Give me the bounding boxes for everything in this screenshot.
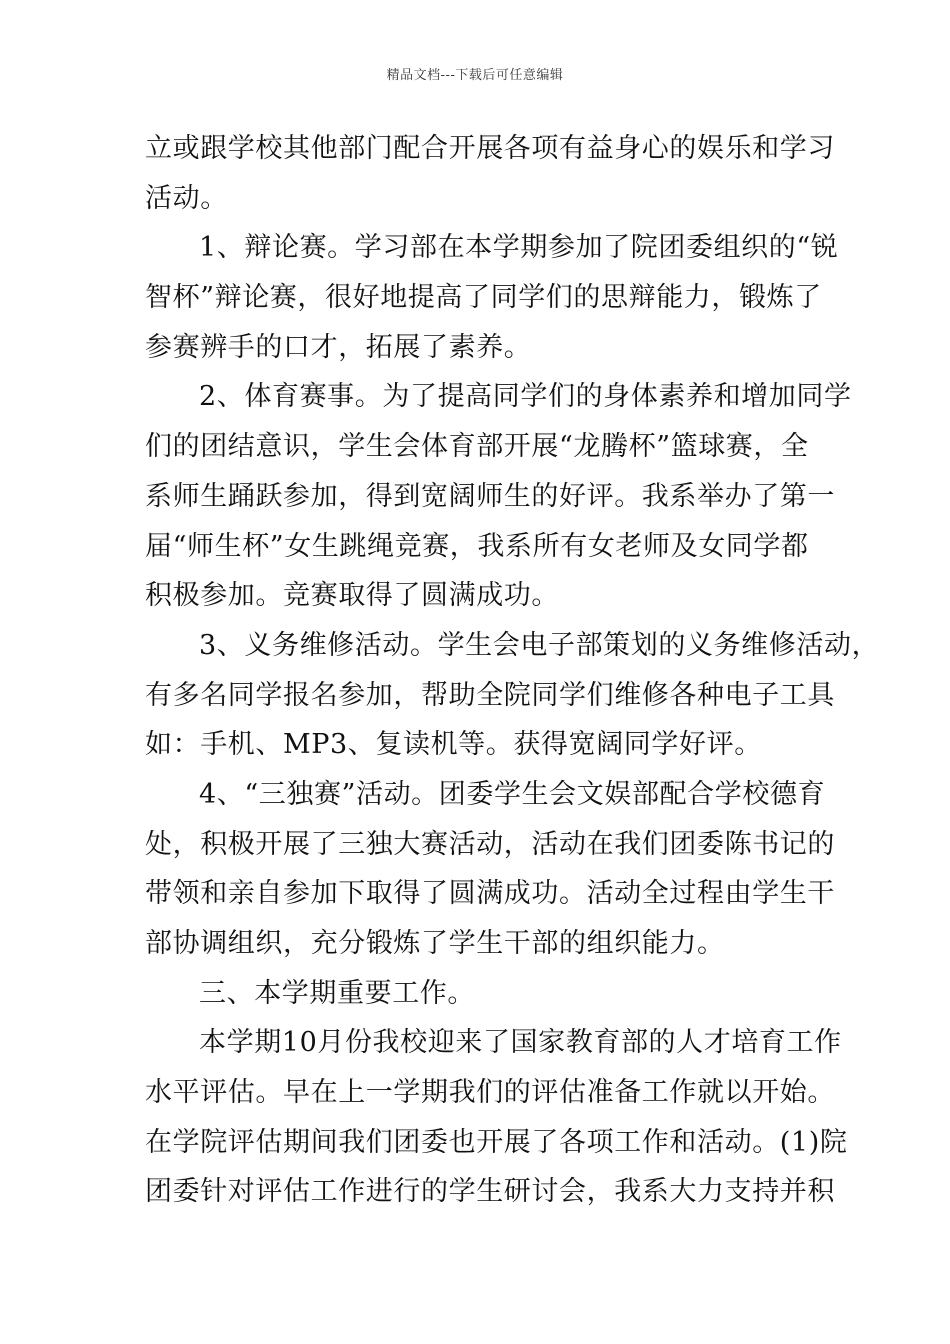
text-line: 三、本学期重要工作。 [199,977,475,1009]
text-line: 4、“三独赛”活动。团委学生会文娱部配合学校德育 [199,778,826,810]
page-header: 精品文档---下载后可任意编辑 [386,68,564,83]
text-line: 3、义务维修活动。学生会电子部策划的义务维修活动， [199,629,880,661]
text-line: 水平评估。早在上一学期我们的评估准备工作就以开始。 [145,1077,835,1109]
text-line: 在学院评估期间我们团委也开展了各项工作和活动。(1)院 [145,1126,848,1158]
text-line: 处，积极开展了三独大赛活动，活动在我们团委陈书记的 [145,828,835,860]
text-line: 带领和亲自参加下取得了圆满成功。活动全过程由学生干 [145,878,835,910]
text-line: 2、体育赛事。为了提高同学们的身体素养和增加同学 [199,381,852,413]
text-line: 系师生踊跃参加，得到宽阔师生的好评。我系举办了第一 [145,480,835,512]
text-line: 如：手机、MP3、复读机等。获得宽阔同学好评。 [145,729,762,761]
text-line: 们的团结意识，学生会体育部开展“龙腾杯”篮球赛，全 [145,431,809,463]
text-line: 部协调组织，充分锻炼了学生干部的组织能力。 [145,928,725,959]
text-line: 届“师生杯”女生跳绳竞赛，我系所有女老师及女同学都 [145,530,809,562]
text-line: 智杯”辩论赛，很好地提高了同学们的思辩能力，锻炼了 [145,282,822,314]
text-line: 参赛辨手的口才，拓展了素养。 [145,331,532,363]
text-line: 团委针对评估工作进行的学生研讨会，我系大力支持并积 [145,1176,835,1208]
text-line: 本学期10月份我校迎来了国家教育部的人才培育工作 [199,1027,842,1059]
text-line: 立或跟学校其他部门配合开展各项有益身心的娱乐和学习 [145,133,835,164]
text-line: 活动。 [145,182,228,214]
text-line: 1、辩论赛。学习部在本学期参加了院团委组织的“锐 [199,232,839,264]
text-line: 积极参加。竞赛取得了圆满成功。 [145,580,559,612]
text-line: 有多名同学报名参加，帮助全院同学们维修各种电子工具 [145,679,835,711]
document-body [145,124,880,1217]
